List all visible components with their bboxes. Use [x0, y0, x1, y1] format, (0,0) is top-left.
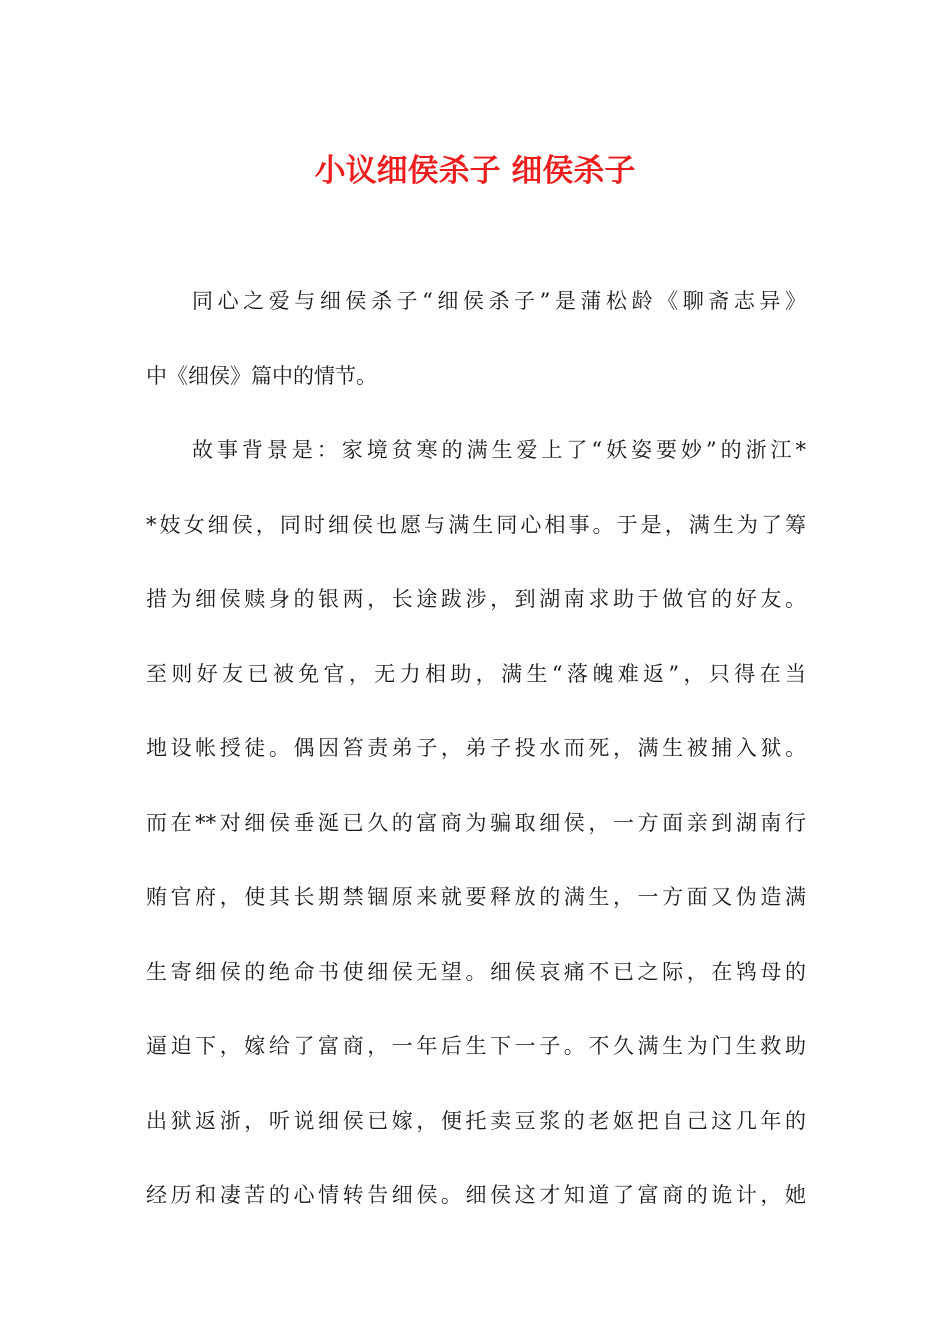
document-title: 小议细侯杀子 细侯杀子	[314, 153, 636, 189]
paragraph-2-line-9: 逼迫下，嫁给了富商，一年后生下一子。不久满生为门生救助	[146, 1034, 806, 1058]
paragraph-2-line-10: 出狱返浙，听说细侯已嫁，便托卖豆浆的老妪把自己这几年的	[146, 1108, 806, 1133]
paragraph-2-line-3: 措为细侯赎身的银两，长途跋涉，到湖南求助于做官的好友。	[146, 587, 806, 611]
paragraph-2-line-5: 地设帐授徒。偶因笞责弟子，弟子投水而死，满生被捕入狱。	[146, 736, 806, 760]
paragraph-2-line-1: 故事背景是：家境贫寒的满生爱上了“妖姿要妙”的浙江*	[192, 438, 806, 462]
paragraph-1-line-2: 中《细侯》篇中的情节。	[146, 363, 377, 388]
paragraph-2-line-4: 至则好友已被免官，无力相助，满生“落魄难返”，只得在当	[146, 661, 806, 686]
paragraph-1-line-1: 同心之爱与细侯杀子“细侯杀子”是蒲松龄《聊斋志异》	[192, 289, 806, 313]
paragraph-2-line-7: 贿官府，使其长期禁锢原来就要释放的满生，一方面又伪造满	[146, 885, 806, 909]
paragraph-2-line-11: 经历和凄苦的心情转告细侯。细侯这才知道了富商的诡计，她	[146, 1183, 806, 1207]
paragraph-2-line-2: *妓女细侯，同时细侯也愿与满生同心相事。于是，满生为了筹	[146, 512, 806, 537]
paragraph-2-line-8: 生寄细侯的绝命书使细侯无望。细侯哀痛不已之际，在鸨母的	[146, 959, 806, 984]
paragraph-2-line-6: 而在**对细侯垂涎已久的富商为骗取细侯，一方面亲到湖南行	[146, 810, 806, 835]
document-body	[146, 276, 806, 1245]
